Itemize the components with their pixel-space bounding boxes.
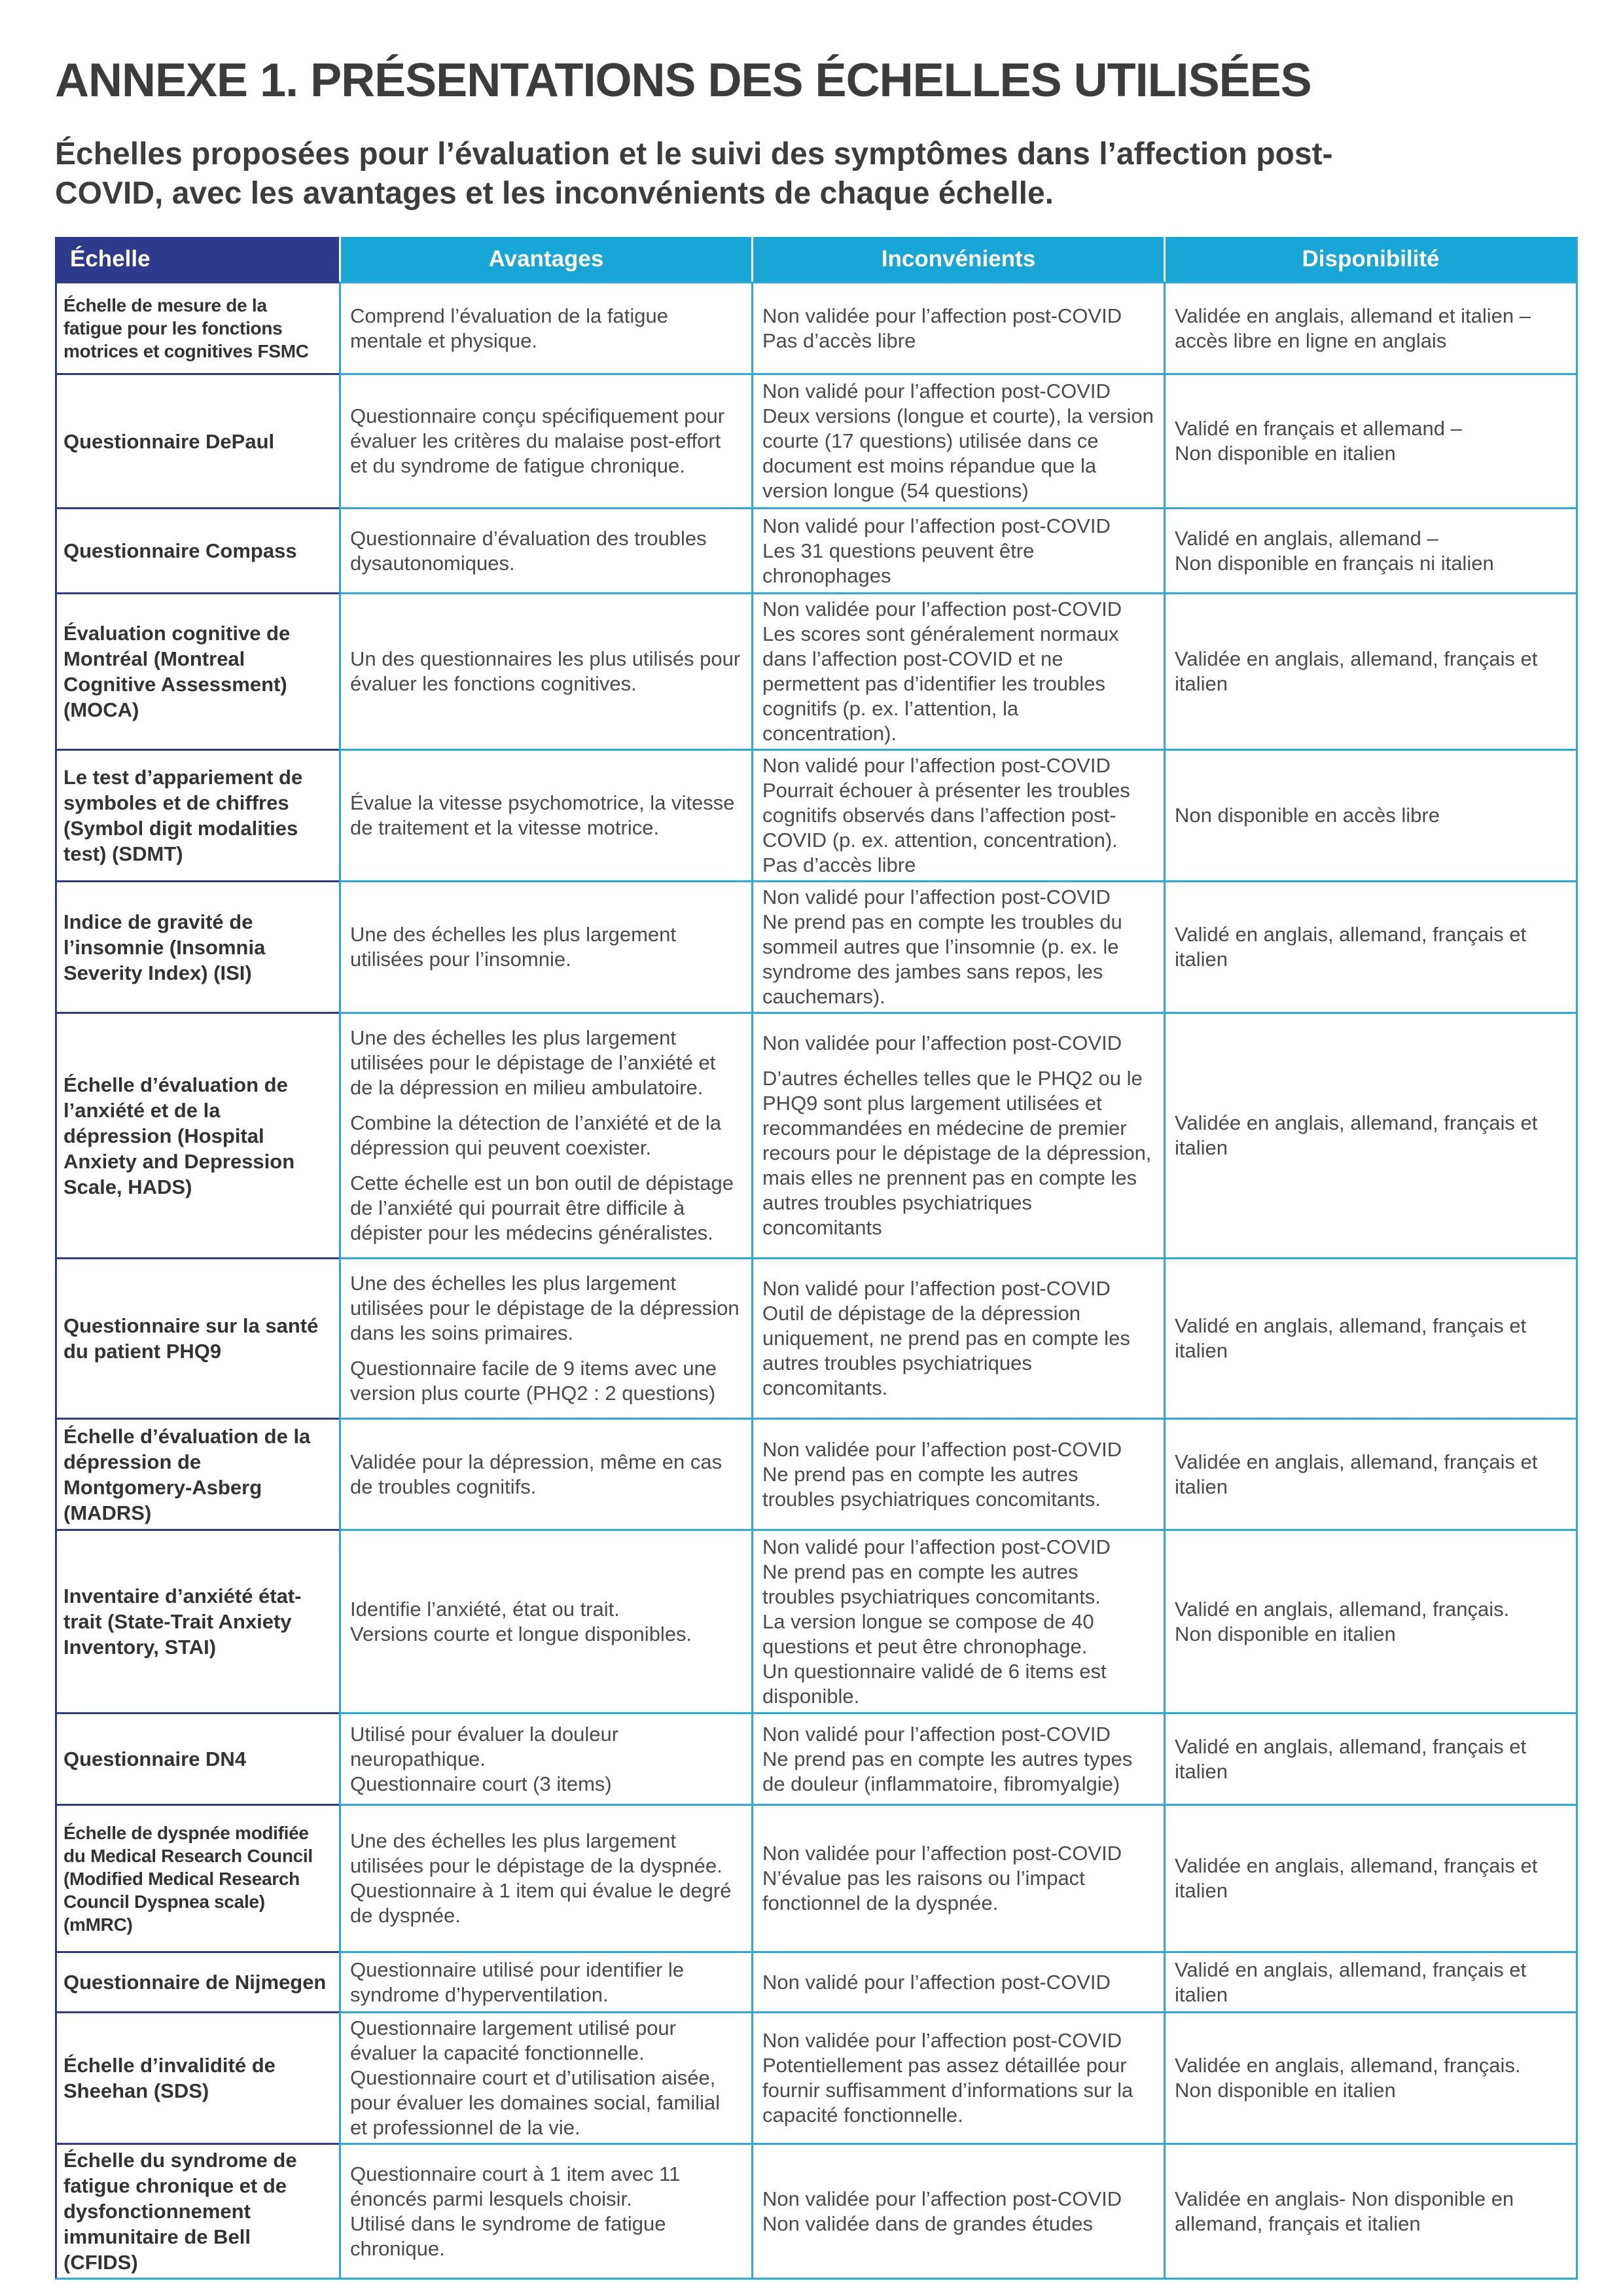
inconvenients-paragraph: Non validée pour l’affection post-COVID Les scores sont généralement normaux dans l’affection post-COVID et ne permettent pas d’identifier les troubles cognitifs (p. ex. l’attention, la concentration). — [762, 598, 1122, 745]
scale-name: Échelle de dyspnée modifiée du Medical Research Council (Modified Medical Research Council Dyspnea scale) (mMRC) — [55, 1804, 339, 1951]
cell-disponibilite: Validée en anglais, allemand, français et italien — [1164, 592, 1576, 749]
inconvenients-paragraph: Non validé pour l’affection post-COVID Ne prend pas en compte les troubles du sommeil autres que l’insomnie (p. ex. le syndrome des jambes sans repos, les cauchemars). — [762, 886, 1122, 1008]
inconvenients-paragraph: Non validée pour l’affection post-COVID N’évalue pas les raisons ou l’impact fonctionnel de la dyspnée. — [762, 1842, 1122, 1914]
cell-inconvenients — [751, 281, 1164, 373]
header-disponibilite: Disponibilité — [1164, 237, 1576, 281]
avantages-paragraph: Questionnaire d’évaluation des troubles dysautonomiques. — [350, 526, 707, 575]
cell-disponibilite: Validé en anglais, allemand, français et italien — [1164, 1951, 1576, 2011]
cell-avantages — [339, 2143, 751, 2278]
avantages-paragraph: Questionnaire facile de 9 items avec une version plus courte (PHQ2 : 2 questions) — [350, 1357, 717, 1405]
cell-disponibilite: Validée en anglais, allemand et italien – accès libre en ligne en anglais — [1164, 281, 1576, 373]
scale-name: Questionnaire Compass — [55, 507, 339, 592]
table-row — [55, 1951, 1576, 2011]
cell-disponibilite: Validée en anglais, allemand, français et italien — [1164, 1804, 1576, 1951]
table-row — [55, 2143, 1576, 2278]
cell-avantages — [339, 281, 751, 373]
cell-disponibilite: Validée en anglais, allemand, français et italien — [1164, 1418, 1576, 1529]
scale-name: Le test d’appariement de symboles et de chiffres (Symbol digit modalities test) (SDMT) — [55, 749, 339, 880]
avantages-paragraph: Questionnaire court à 1 item avec 11 énoncés parmi lesquels choisir. Utilisé dans le syndrome de fatigue chronique. — [350, 2162, 681, 2260]
inconvenients-paragraph: Non validée pour l’affection post-COVID — [762, 1031, 1122, 1054]
table-row — [55, 1012, 1576, 1257]
cell-avantages — [339, 749, 751, 880]
scale-name: Questionnaire sur la santé du patient PHQ9 — [55, 1257, 339, 1418]
avantages-paragraph: Une des échelles les plus largement utilisées pour le dépistage de l’anxiété et de la dépression en milieu ambulatoire. — [350, 1026, 716, 1099]
cell-inconvenients — [751, 507, 1164, 592]
cell-avantages — [339, 2011, 751, 2143]
table-row — [55, 592, 1576, 749]
avantages-paragraph: Validée pour la dépression, même en cas de troubles cognitifs. — [350, 1450, 722, 1498]
scale-name: Échelle d’invalidité de Sheehan (SDS) — [55, 2011, 339, 2143]
table-row — [55, 1529, 1576, 1712]
scale-name: Questionnaire DN4 — [55, 1712, 339, 1804]
inconvenients-paragraph: D’autres échelles telles que le PHQ2 ou le PHQ9 sont plus largement utilisées et recommandées en médecine de premier recours pour le dépistage de la dépression, mais elles ne prennent pas en compte les autres troubles psychiatriques concomitants — [762, 1067, 1152, 1239]
table-row — [55, 373, 1576, 507]
avantages-paragraph: Identifie l’anxiété, état ou trait. Versions courte et longue disponibles. — [350, 1597, 692, 1645]
avantages-paragraph: Questionnaire largement utilisé pour évaluer la capacité fonctionnelle. Questionnaire court et d’utilisation aisée, pour évaluer les domaines social, familial et professionnel de la vie. — [350, 2017, 721, 2139]
table-row — [55, 507, 1576, 592]
cell-avantages — [339, 1418, 751, 1529]
avantages-paragraph: Une des échelles les plus largement utilisées pour le dépistage de la dyspnée. Questionnaire à 1 item qui évalue le degré de dyspnée. — [350, 1829, 732, 1927]
inconvenients-paragraph: Non validé pour l’affection post-COVID Pourrait échouer à présenter les troubles cognitifs observés dans l’affection post-COVID (p. ex. attention, concentration). Pas d’accès libre — [762, 754, 1130, 876]
cell-inconvenients — [751, 2011, 1164, 2143]
cell-inconvenients — [751, 373, 1164, 507]
cell-avantages — [339, 1951, 751, 2011]
cell-inconvenients — [751, 1804, 1164, 1951]
cell-avantages — [339, 1804, 751, 1951]
inconvenients-paragraph: Non validée pour l’affection post-COVID Potentiellement pas assez détaillée pour fournir suffisamment d’informations sur la capacité fonctionnelle. — [762, 2029, 1133, 2126]
scale-name: Questionnaire de Nijmegen — [55, 1951, 339, 2011]
cell-avantages — [339, 373, 751, 507]
cell-disponibilite: Validée en anglais, allemand, français et italien — [1164, 1012, 1576, 1257]
cell-inconvenients — [751, 749, 1164, 880]
cell-inconvenients — [751, 1418, 1164, 1529]
avantages-paragraph: Questionnaire utilisé pour identifier le syndrome d’hyperventilation. — [350, 1958, 685, 2006]
inconvenients-paragraph: Non validé pour l’affection post-COVID Deux versions (longue et courte), la version courte (17 questions) utilisée dans ce document est moins répandue que la version longue (54 questions) — [762, 380, 1154, 502]
cell-avantages — [339, 1257, 751, 1418]
scale-name: Échelle de mesure de la fatigue pour les fonctions motrices et cognitives FSMC — [55, 281, 339, 373]
table-row — [55, 1712, 1576, 1804]
cell-disponibilite: Validé en anglais, allemand, français et italien — [1164, 880, 1576, 1012]
cell-inconvenients — [751, 1951, 1164, 2011]
scale-name: Échelle du syndrome de fatigue chronique et de dysfonctionnement immunitaire de Bell (CFIDS) — [55, 2143, 339, 2278]
inconvenients-paragraph: Non validée pour l’affection post-COVID Pas d’accès libre — [762, 304, 1122, 352]
scales-table — [55, 237, 1578, 2280]
cell-avantages — [339, 880, 751, 1012]
table-row — [55, 880, 1576, 1012]
inconvenients-paragraph: Non validé pour l’affection post-COVID Ne prend pas en compte les autres types de douleur (inflammatoire, fibromyalgie) — [762, 1722, 1133, 1795]
avantages-paragraph: Une des échelles les plus largement utilisées pour l’insomnie. — [350, 923, 676, 971]
cell-avantages — [339, 507, 751, 592]
cell-disponibilite: Validée en anglais, allemand, français. Non disponible en italien — [1164, 2011, 1576, 2143]
inconvenients-paragraph: Non validée pour l’affection post-COVID Non validée dans de grandes études — [762, 2187, 1122, 2235]
avantages-paragraph: Une des échelles les plus largement utilisées pour le dépistage de la dépression dans les soins primaires. — [350, 1272, 740, 1344]
cell-inconvenients — [751, 880, 1164, 1012]
avantages-paragraph: Questionnaire conçu spécifiquement pour évaluer les critères du malaise post-effort et du syndrome de fatigue chronique. — [350, 404, 725, 477]
cell-inconvenients — [751, 1257, 1164, 1418]
table-row — [55, 1257, 1576, 1418]
cell-avantages — [339, 1012, 751, 1257]
cell-inconvenients — [751, 592, 1164, 749]
inconvenients-paragraph: Non validé pour l’affection post-COVID Outil de dépistage de la dépression uniquement, ne prend pas en compte les autres troubles psychiatriques concomitants. — [762, 1277, 1130, 1399]
cell-disponibilite: Validé en anglais, allemand, français et italien — [1164, 1257, 1576, 1418]
avantages-paragraph: Utilisé pour évaluer la douleur neuropathique. Questionnaire court (3 items) — [350, 1722, 619, 1795]
avantages-paragraph: Un des questionnaires les plus utilisés pour évaluer les fonctions cognitives. — [350, 647, 741, 695]
cell-disponibilite: Validé en anglais, allemand, français. Non disponible en italien — [1164, 1529, 1576, 1712]
inconvenients-paragraph: Non validé pour l’affection post-COVID — [762, 1970, 1111, 1994]
header-echelle: Échelle — [55, 237, 339, 281]
scale-name: Inventaire d’anxiété état-trait (State-Trait Anxiety Inventory, STAI) — [55, 1529, 339, 1712]
cell-avantages — [339, 1529, 751, 1712]
scale-name: Questionnaire DePaul — [55, 373, 339, 507]
inconvenients-paragraph: Non validée pour l’affection post-COVID Ne prend pas en compte les autres troubles psychiatriques concomitants. — [762, 1437, 1122, 1511]
cell-inconvenients — [751, 1012, 1164, 1257]
table-row — [55, 1804, 1576, 1951]
avantages-paragraph: Combine la détection de l’anxiété et de la dépression qui peuvent coexister. — [350, 1111, 721, 1159]
table-header-row — [55, 237, 1576, 281]
cell-inconvenients — [751, 1712, 1164, 1804]
page-subtitle: Échelles proposées pour l’évaluation et le suivi des symptômes dans l’affection post-COVID, avec les avantages et les inconvénients de chaque échelle. — [55, 137, 1333, 211]
header-inconvenients: Inconvénients — [751, 237, 1164, 281]
page-title: ANNEXE 1. PRÉSENTATIONS DES ÉCHELLES UTILISÉES — [55, 54, 1311, 107]
scale-name: Échelle d’évaluation de l’anxiété et de la dépression (Hospital Anxiety and Depression Scale, HADS) — [55, 1012, 339, 1257]
cell-disponibilite: Validé en anglais, allemand, français et italien — [1164, 1712, 1576, 1804]
cell-disponibilite: Validée en anglais- Non disponible en allemand, français et italien — [1164, 2143, 1576, 2278]
scale-name: Évaluation cognitive de Montréal (Montreal Cognitive Assessment) (MOCA) — [55, 592, 339, 749]
cell-disponibilite: Validé en français et allemand – Non disponible en italien — [1164, 373, 1576, 507]
avantages-paragraph: Cette échelle est un bon outil de dépistage de l’anxiété qui pourrait être difficile à dépister pour les médecins généralistes. — [350, 1172, 734, 1244]
avantages-paragraph: Évalue la vitesse psychomotrice, la vitesse de traitement et la vitesse motrice. — [350, 791, 735, 839]
table-row — [55, 281, 1576, 373]
cell-inconvenients — [751, 2143, 1164, 2278]
table-row — [55, 2011, 1576, 2143]
avantages-paragraph: Comprend l’évaluation de la fatigue mentale et physique. — [350, 304, 668, 352]
scale-name: Indice de gravité de l’insomnie (Insomnia Severity Index) (ISI) — [55, 880, 339, 1012]
cell-disponibilite: Non disponible en accès libre — [1164, 749, 1576, 880]
inconvenients-paragraph: Non validé pour l’affection post-COVID Les 31 questions peuvent être chronophages — [762, 514, 1111, 587]
table-row — [55, 749, 1576, 880]
cell-inconvenients — [751, 1529, 1164, 1712]
cell-avantages — [339, 592, 751, 749]
scale-name: Échelle d’évaluation de la dépression de Montgomery-Asberg (MADRS) — [55, 1418, 339, 1529]
inconvenients-paragraph: Non validé pour l’affection post-COVID Ne prend pas en compte les autres troubles psychiatriques concomitants. La version longue se compose de 40 questions et peut être chronophage. Un questionnaire validé de 6 items est disponible. — [762, 1535, 1111, 1708]
cell-disponibilite: Validé en anglais, allemand – Non disponible en français ni italien — [1164, 507, 1576, 592]
table-row — [55, 1418, 1576, 1529]
cell-avantages — [339, 1712, 751, 1804]
header-avantages: Avantages — [339, 237, 751, 281]
